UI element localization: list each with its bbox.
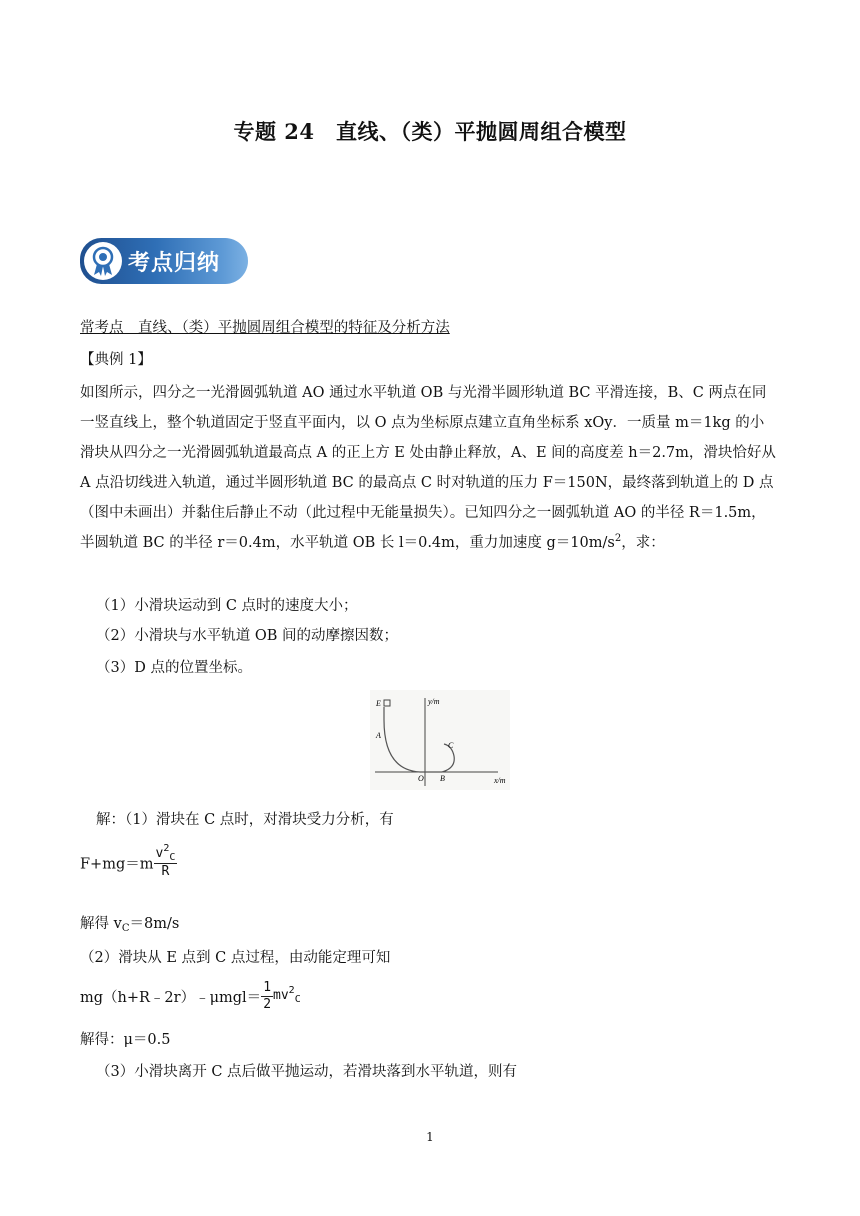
mv-sup: 2: [288, 985, 295, 996]
problem-line: [80, 528, 780, 560]
problem-line-text: 半圆轨道 BC 的半径 r＝0.4m，水平轨道 OB 长 l＝0.4m，重力加速度 g＝10m/s: [80, 535, 615, 551]
badge-label: 考点归纳: [128, 250, 221, 276]
section-heading: 常考点 直线、（类）平抛圆周组合模型的特征及分析方法: [80, 320, 450, 336]
fraction-denominator: R: [161, 864, 170, 879]
mv-text: mv: [273, 988, 289, 1003]
question-1: （1）小滑块运动到 C 点时的速度大小；: [96, 598, 358, 614]
num-sup: 2: [163, 843, 170, 854]
mvc2-term: [273, 980, 301, 1013]
result-1-post: ＝8m/s: [129, 916, 180, 932]
question-2: （2）小滑块与水平轨道 OB 间的动摩擦因数；: [96, 628, 398, 644]
half-numerator: 1: [263, 980, 272, 995]
question-3: （3）D 点的位置坐标。: [96, 660, 252, 676]
label-e: E: [376, 699, 381, 708]
label-y-axis: y/m: [428, 697, 440, 706]
superscript: 2: [614, 533, 622, 544]
result-2: 解得：μ＝0.5: [80, 1032, 171, 1048]
problem-line: 如图所示，四分之一光滑圆弧轨道 AO 通过水平轨道 OB 与光滑半圆形轨道 BC 平滑连接，B、C 两点在同: [80, 385, 767, 401]
problem-line: 滑块从四分之一光滑圆弧轨道最高点 A 的正上方 E 处由静止释放，A、E 间的高度差 h＝2.7m，滑块恰好从: [80, 445, 776, 461]
problem-line: 一竖直线上，整个轨道固定于竖直平面内，以 O 点为坐标原点建立直角坐标系 xOy．一质量 m＝1kg 的小: [80, 415, 765, 431]
label-a: A: [376, 731, 381, 740]
label-c: C: [448, 741, 454, 750]
solution-step-3: （3）小滑块离开 C 点后做平抛运动，若滑块落到水平轨道，则有: [96, 1064, 518, 1080]
num-v: v: [155, 846, 164, 861]
fraction-vc2-r: [154, 843, 178, 880]
equation-1-left: F+mg＝m: [80, 856, 154, 873]
page-title: 专题 24 直线、（类）平抛圆周组合模型: [233, 119, 627, 144]
label-x-axis: x/m: [494, 776, 506, 785]
equation-2-left: mg（h+R﹣2r）﹣μmgl＝: [80, 990, 262, 1006]
problem-line: （图中未画出）并黏住后静止不动（此过程中无能量损失）。已知四分之一圆弧轨道 AO 的半径 R＝1.5m，: [80, 505, 766, 521]
half-denominator: 2: [263, 997, 272, 1012]
example-label: 【典例 1】: [80, 352, 152, 368]
result-1-sub: C: [121, 923, 130, 934]
section-badge: [80, 238, 252, 286]
ribbon-award-icon: [84, 242, 122, 280]
fraction-numerator: [154, 843, 178, 864]
problem-statement: [80, 378, 780, 560]
page-number: 1: [426, 1130, 434, 1144]
track-diagram: [370, 690, 510, 790]
solution-step-1: 解：（1）滑块在 C 点时，对滑块受力分析，有: [96, 812, 394, 828]
label-b: B: [440, 774, 445, 783]
num-sub: C: [169, 852, 176, 863]
label-o: O: [418, 774, 424, 783]
problem-line-end: ，求：: [621, 535, 665, 551]
solution-step-2: （2）滑块从 E 点到 C 点过程，由动能定理可知: [80, 950, 391, 966]
result-1: [80, 912, 179, 933]
problem-line: A 点沿切线进入轨道，通过半圆形轨道 BC 的最高点 C 时对轨道的压力 F＝150N，最终落到轨道上的 D 点: [80, 475, 774, 491]
result-1-pre: 解得 v: [80, 916, 122, 932]
equation-1: [80, 843, 177, 880]
equation-2: [80, 980, 301, 1013]
fraction-one-half: [261, 980, 273, 1013]
mv-sub: C: [294, 994, 301, 1005]
